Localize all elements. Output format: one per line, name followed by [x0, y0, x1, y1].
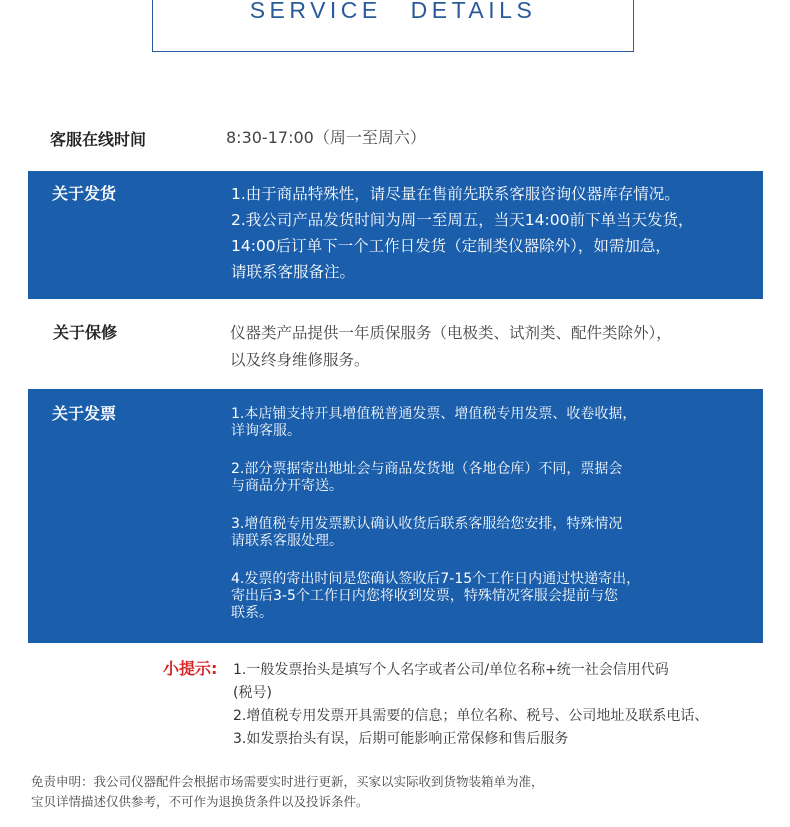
invoice-text — [231, 406, 640, 622]
shipping-label: 关于发货 — [52, 184, 117, 203]
invoice-line: 寄出后3-5个工作日内您将收到发票，特殊情况客服会提前与您 — [231, 588, 618, 604]
invoice-line: 4.发票的寄出时间是您确认签收后7-15个工作日内通过快递寄出， — [231, 571, 641, 587]
invoice-line: 2.部分票据寄出地址会与商品发货地（各地仓库）不同，票据会 — [231, 461, 623, 477]
invoice-line: 1.本店铺支持开具增值税普通发票、增值税专用发票、收卷收据， — [231, 406, 637, 422]
service-hours-label: 客服在线时间 — [50, 130, 147, 149]
invoice-section — [28, 389, 763, 643]
tips-text — [233, 659, 708, 751]
disclaimer-line: 免责申明：我公司仪器配件会根据市场需要实时进行更新，买家以实际收到货物装箱单为准， — [31, 774, 544, 789]
invoice-paragraph — [231, 461, 640, 495]
disclaimer — [31, 772, 544, 812]
page-title: SERVICE DETAILS — [249, 0, 537, 23]
invoice-line: 3.增值税专用发票默认确认收货后联系客服给您安排，特殊情况 — [231, 516, 623, 532]
shipping-text — [231, 181, 693, 285]
invoice-paragraph — [231, 571, 640, 622]
shipping-line: 1.由于商品特殊性，请尽量在售前先联系客服咨询仪器库存情况。 — [231, 185, 680, 203]
invoice-label: 关于发票 — [52, 404, 117, 423]
service-hours-value: 8:30-17:00（周一至周六） — [226, 128, 426, 147]
disclaimer-line: 宝贝详情描述仅供参考，不可作为退换货条件以及投诉条件。 — [31, 794, 369, 809]
shipping-section — [28, 171, 763, 299]
title-box — [152, 0, 634, 52]
warranty-text — [230, 320, 672, 374]
tip-line: 3.如发票抬头有误，后期可能影响正常保修和售后服务 — [233, 731, 569, 747]
tip-line: 1.一般发票抬头是填写个人名字或者公司/单位名称+统一社会信用代码 — [233, 662, 669, 678]
shipping-line: 2.我公司产品发货时间为周一至周五，当天14:00前下单当天发货， — [231, 211, 694, 229]
warranty-label: 关于保修 — [53, 323, 118, 342]
warranty-line: 仪器类产品提供一年质保服务（电极类、试剂类、配件类除外）， — [230, 324, 672, 342]
invoice-line: 详询客服。 — [231, 423, 301, 439]
invoice-line: 与商品分开寄送。 — [231, 478, 343, 494]
shipping-line: 14:00后订单下一个工作日发货（定制类仪器除外），如需加急， — [231, 237, 671, 255]
tip-line: 2.增值税专用发票开具需要的信息；单位名称、税号、公司地址及联系电话、 — [233, 708, 709, 724]
tip-label: 小提示: — [163, 659, 218, 678]
invoice-paragraph — [231, 516, 640, 550]
invoice-paragraph — [231, 406, 640, 440]
tip-line: (税号) — [233, 685, 272, 701]
invoice-line: 请联系客服处理。 — [231, 533, 343, 549]
warranty-line: 以及终身维修服务。 — [230, 351, 370, 369]
invoice-line: 联系。 — [231, 605, 273, 621]
shipping-line: 请联系客服备注。 — [231, 263, 356, 281]
